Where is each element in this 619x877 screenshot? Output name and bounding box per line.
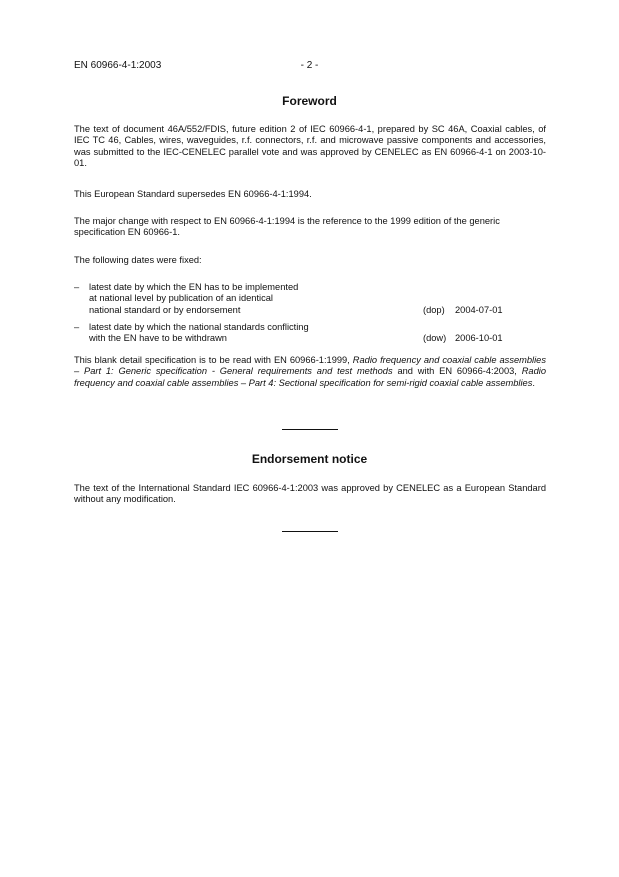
date-item-line: latest date by which the national standards conflicting xyxy=(89,322,309,332)
p5-text-1: This blank detail specification is to be read with EN 60966-1:1999, xyxy=(74,355,353,365)
section-divider xyxy=(282,531,338,532)
date-item-dow xyxy=(89,322,349,345)
foreword-paragraph-5 xyxy=(74,355,546,389)
date-value-dow: 2006-10-01 xyxy=(455,333,503,343)
foreword-paragraph-1: The text of document 46A/552/FDIS, future edition 2 of IEC 60966-4-1, prepared by SC 46A, Coaxial cables, of IEC TC 46, Cables, wires, waveguides, r.f. connectors, r.f. and microwave passive components and accessories, was submitted to the IEC-CENELEC parallel vote and was approved by CENELEC as EN 60966-4-1 on 2003-10-01. xyxy=(74,124,546,169)
foreword-paragraph-3: The major change with respect to EN 60966-4-1:1994 is the reference to the 1999 edition of the generic specification EN 60966-1. xyxy=(74,216,500,238)
list-bullet: – xyxy=(74,282,80,292)
date-item-line: with the EN have to be withdrawn xyxy=(89,333,227,344)
page-number: - 2 - xyxy=(300,60,319,71)
foreword-title: Foreword xyxy=(282,94,337,108)
foreword-paragraph-4: The following dates were fixed: xyxy=(74,255,202,265)
date-item-line: national standard or by endorsement xyxy=(89,304,241,315)
date-item-dop xyxy=(89,282,349,316)
foreword-paragraph-2: This European Standard supersedes EN 60966-4-1:1994. xyxy=(74,189,312,199)
document-id: EN 60966-4-1:2003 xyxy=(74,60,162,71)
endorsement-paragraph: The text of the International Standard IEC 60966-4-1:2003 was approved by CENELEC as a European Standard without any modification. xyxy=(74,483,546,505)
date-item-line: latest date by which the EN has to be implemented xyxy=(89,282,299,292)
date-value-dop: 2004-07-01 xyxy=(455,305,503,315)
date-code-dop: (dop) xyxy=(423,305,445,315)
endorsement-title: Endorsement notice xyxy=(251,452,368,466)
date-code-dow: (dow) xyxy=(423,333,447,343)
p5-text-3: . xyxy=(532,377,535,388)
p5-italic-1: Radio frequency and coaxial cable assemblies – Part 1: Generic specification - General requirements and test methods xyxy=(74,355,546,377)
p5-italic-2: Radio frequency and coaxial cable assemblies – Part 4: Sectional specification for semi-rigid coaxial cable assemblies xyxy=(74,366,546,388)
p5-text-2: and with EN 60966-4:2003, xyxy=(392,366,522,377)
date-item-line: at national level by publication of an identical xyxy=(89,293,273,304)
list-bullet: – xyxy=(74,322,80,332)
section-divider xyxy=(282,429,338,430)
